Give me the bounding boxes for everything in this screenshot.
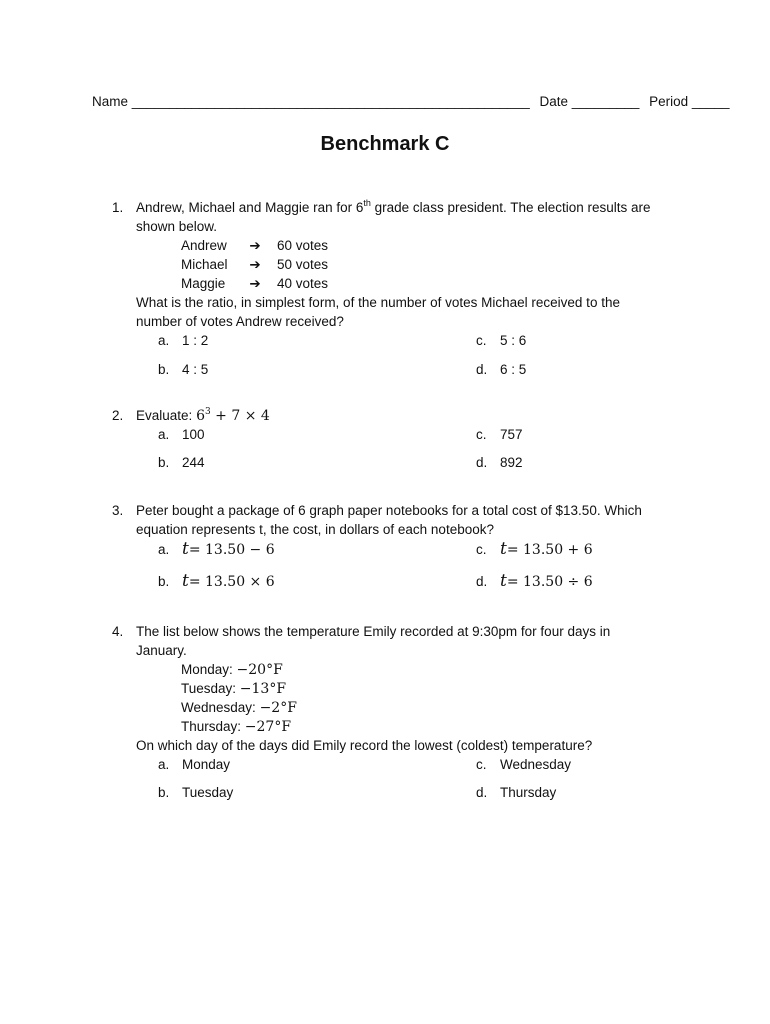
- list-item: Tuesday: −13°F: [181, 681, 287, 697]
- arrow-icon: ➔: [249, 257, 261, 272]
- question-stem-cont: January.: [136, 643, 187, 658]
- arrow-icon: ➔: [249, 276, 261, 291]
- question-stem: The list below shows the temperature Emily recorded at 9:30pm for four days in: [136, 624, 611, 639]
- question-prompt: On which day of the days did Emily record the lowest (coldest) temperature?: [136, 738, 593, 753]
- question-stem-cont: shown below.: [136, 219, 218, 234]
- choice-d[interactable]: d. 6 : 5: [476, 362, 527, 377]
- question-prompt-cont: number of votes Andrew received?: [136, 314, 344, 329]
- question-number: 4.: [112, 624, 124, 639]
- question-stem: Andrew, Michael and Maggie ran for 6th grade class president. The election results are: [136, 198, 651, 215]
- page-title: Benchmark C: [320, 133, 450, 155]
- list-item: Wednesday: −2°F: [181, 700, 297, 716]
- name-label: Name: [92, 94, 129, 109]
- date-blank: _________: [571, 94, 640, 109]
- choice-c[interactable]: c. Wednesday: [476, 757, 572, 772]
- question-stem-cont: equation represents t, the cost, in dollars of each notebook?: [136, 522, 494, 537]
- question-stem: Peter bought a package of 6 graph paper notebooks for a total cost of $13.50. Which: [136, 503, 642, 518]
- list-item: Michael ➔ 50 votes: [181, 257, 329, 272]
- name-blank: _____________________________________________________: [131, 94, 530, 109]
- choice-d[interactable]: d. Thursday: [476, 785, 557, 800]
- list-item: Maggie ➔ 40 votes: [181, 276, 329, 291]
- choice-a[interactable]: a. t= 13.50 − 6: [158, 539, 275, 559]
- math-expression: $6^3 + 7 \times 4$: [196, 407, 270, 424]
- answer-choices: [136, 755, 682, 803]
- question-2: [112, 406, 682, 473]
- answer-choices: [136, 539, 682, 591]
- choice-c[interactable]: c. t= 13.50 + 6: [476, 539, 593, 559]
- question-stem: Evaluate: $6^3 + 7 \times 4$: [136, 407, 270, 424]
- question-number: 2.: [112, 408, 124, 423]
- answer-choices: [136, 425, 682, 473]
- question-1: [112, 198, 682, 379]
- header-line: [92, 94, 730, 109]
- question-3: [112, 501, 682, 591]
- list-item: Monday: −20°F: [181, 662, 283, 678]
- list-item: Andrew ➔ 60 votes: [181, 238, 329, 253]
- choice-a[interactable]: a. 100: [158, 427, 205, 442]
- date-label: Date: [539, 94, 569, 109]
- answer-choices: [136, 331, 682, 379]
- list-item: Thursday: −27°F: [181, 719, 292, 735]
- choice-d[interactable]: d. 892: [476, 455, 523, 470]
- question-number: 1.: [112, 200, 124, 215]
- period-blank: _____: [691, 94, 730, 109]
- question-number: 3.: [112, 503, 124, 518]
- question-4: [112, 622, 682, 803]
- choice-c[interactable]: c. 757: [476, 427, 523, 442]
- choice-b[interactable]: b. 4 : 5: [158, 362, 209, 377]
- choice-b[interactable]: b. t= 13.50 × 6: [158, 571, 275, 591]
- votes-list: [181, 236, 682, 293]
- choice-a[interactable]: a. Monday: [158, 757, 231, 772]
- choice-a[interactable]: a. 1 : 2: [158, 333, 209, 348]
- choice-b[interactable]: b. 244: [158, 455, 205, 470]
- choice-b[interactable]: b. Tuesday: [158, 785, 234, 800]
- period-label: Period: [649, 94, 689, 109]
- choice-d[interactable]: d. t= 13.50 ÷ 6: [476, 571, 593, 591]
- arrow-icon: ➔: [249, 238, 261, 253]
- temperature-list: [181, 660, 682, 736]
- question-prompt: What is the ratio, in simplest form, of the number of votes Michael received to the: [136, 295, 620, 310]
- choice-c[interactable]: c. 5 : 6: [476, 333, 527, 348]
